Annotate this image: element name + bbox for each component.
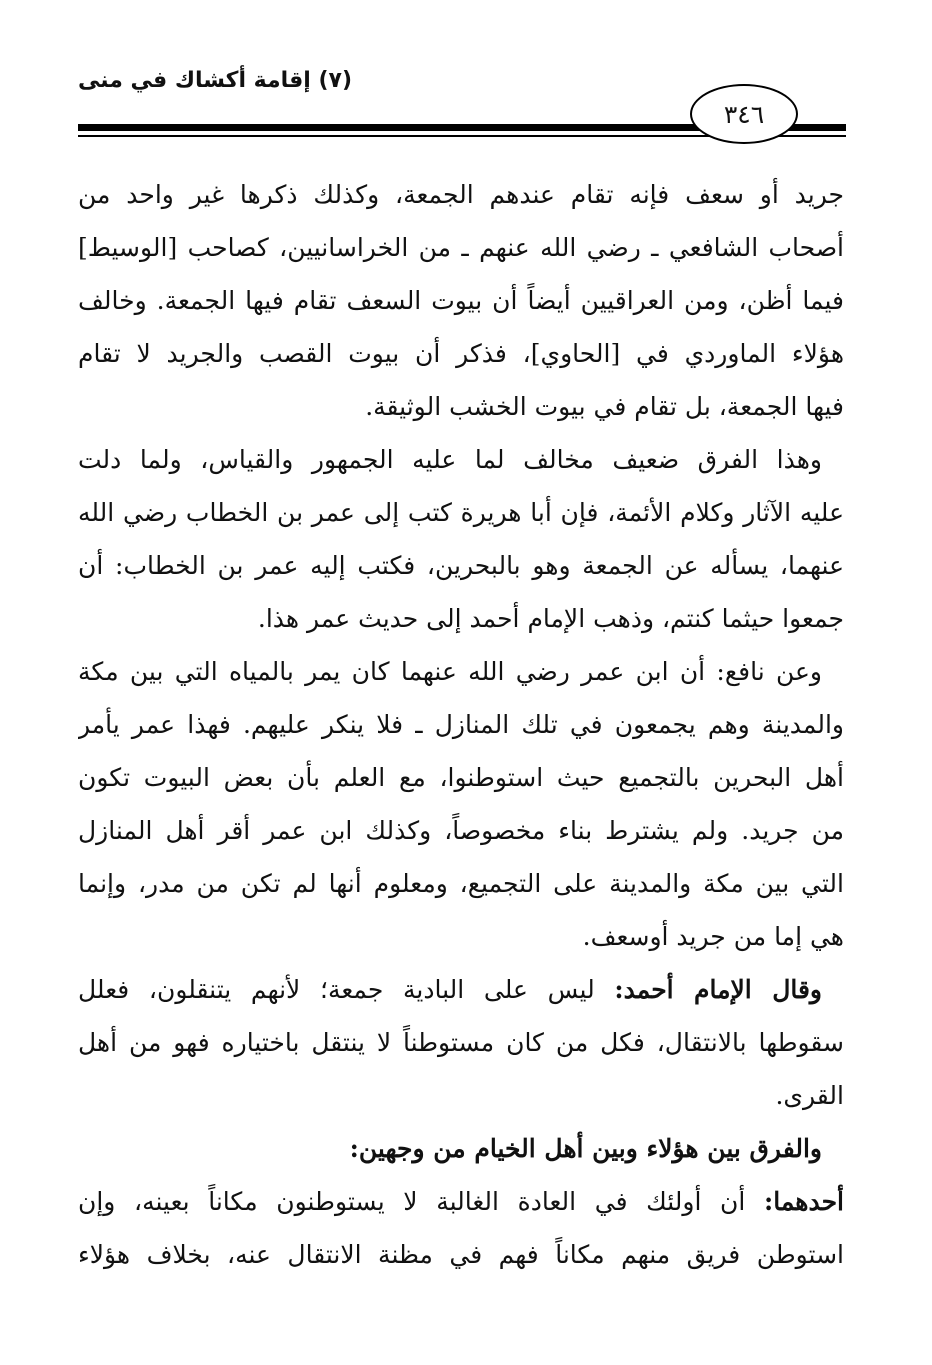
text-line: استوطن فريق منهم مكاناً فهم في مظنة الانتقال عنه، بخلاف هؤلاء [78, 1240, 844, 1269]
text-line: عليه الآثار وكلام الأئمة، فإن أبا هريرة كتب إلى عمر بن الخطاب رضي الله [78, 498, 844, 527]
text-line: سقوطها بالانتقال، فكل من كان مستوطناً لا ينتقل باختياره فهو من أهل [78, 1028, 844, 1057]
text-line: من جريد. ولم يشترط بناء مخصوصاً، وكذلك ابن عمر أقر أهل المنازل [78, 816, 844, 845]
text-line: عنهما، يسأله عن الجمعة وهو بالبحرين، فكتب إليه عمر بن الخطاب: أن [78, 551, 844, 580]
text-line: جريد أو سعف فإنه تقام عندهم الجمعة، وكذلك ذكرها غير واحد من [78, 180, 844, 209]
text-line: وقال الإمام أحمد: ليس على البادية جمعة؛ لأنهم يتنقلون، فعلل [78, 975, 822, 1004]
text-line: هي إما من جريد أوسعف. [582, 922, 844, 951]
text-line: أهل البحرين بالتجميع حيث استوطنوا، مع العلم بأن بعض البيوت تكون [78, 763, 844, 792]
bold-lead: أحدهما: [763, 1187, 844, 1216]
text-line: جمعوا حيثما كنتم، وذهب الإمام أحمد إلى حديث عمر هذا. [257, 604, 844, 633]
text-line [78, 1122, 844, 1175]
text-line: فيها الجمعة، بل تقام في بيوت الخشب الوثيقة. [365, 392, 844, 421]
text-line: هؤلاء الماوردي في [الحاوي]، فذكر أن بيوت القصب والجريد لا تقام [78, 339, 844, 368]
running-header-title: (٧) إقامة أكشاك في منى [78, 68, 353, 93]
text-line: وهذا الفرق ضعيف مخالف لما عليه الجمهور والقياس، ولما دلت [78, 445, 822, 474]
bold-lead: والفرق بين هؤلاء وبين أهل الخيام من وجهين: [349, 1134, 822, 1163]
bold-lead: وقال الإمام أحمد: [614, 975, 822, 1004]
page-number: ٣٤٦ [690, 84, 798, 144]
text-line: وعن نافع: أن ابن عمر رضي الله عنهما كان يمر بالمياه التي بين مكة [78, 657, 822, 686]
text-line: أصحاب الشافعي ـ رضي الله عنهم ـ من الخراسانيين، كصاحب [الوسيط] [78, 233, 844, 262]
text-line: القرى. [775, 1081, 844, 1110]
text-line: فيما أظن، ومن العراقيين أيضاً أن بيوت السعف تقام فيها الجمعة. وخالف [78, 286, 844, 315]
body-text [78, 168, 844, 1281]
text-line: التي بين مكة والمدينة على التجميع، ومعلوم أنها لم تكن من مدر، وإنما [78, 869, 844, 898]
text-line: والمدينة وهم يجمعون في تلك المنازل ـ فلا ينكر عليهم. فهذا عمر يأمر [78, 710, 844, 739]
text-line: أحدهما: أن أولئك في العادة الغالبة لا يستوطنون مكاناً بعينه، وإن [78, 1187, 844, 1216]
